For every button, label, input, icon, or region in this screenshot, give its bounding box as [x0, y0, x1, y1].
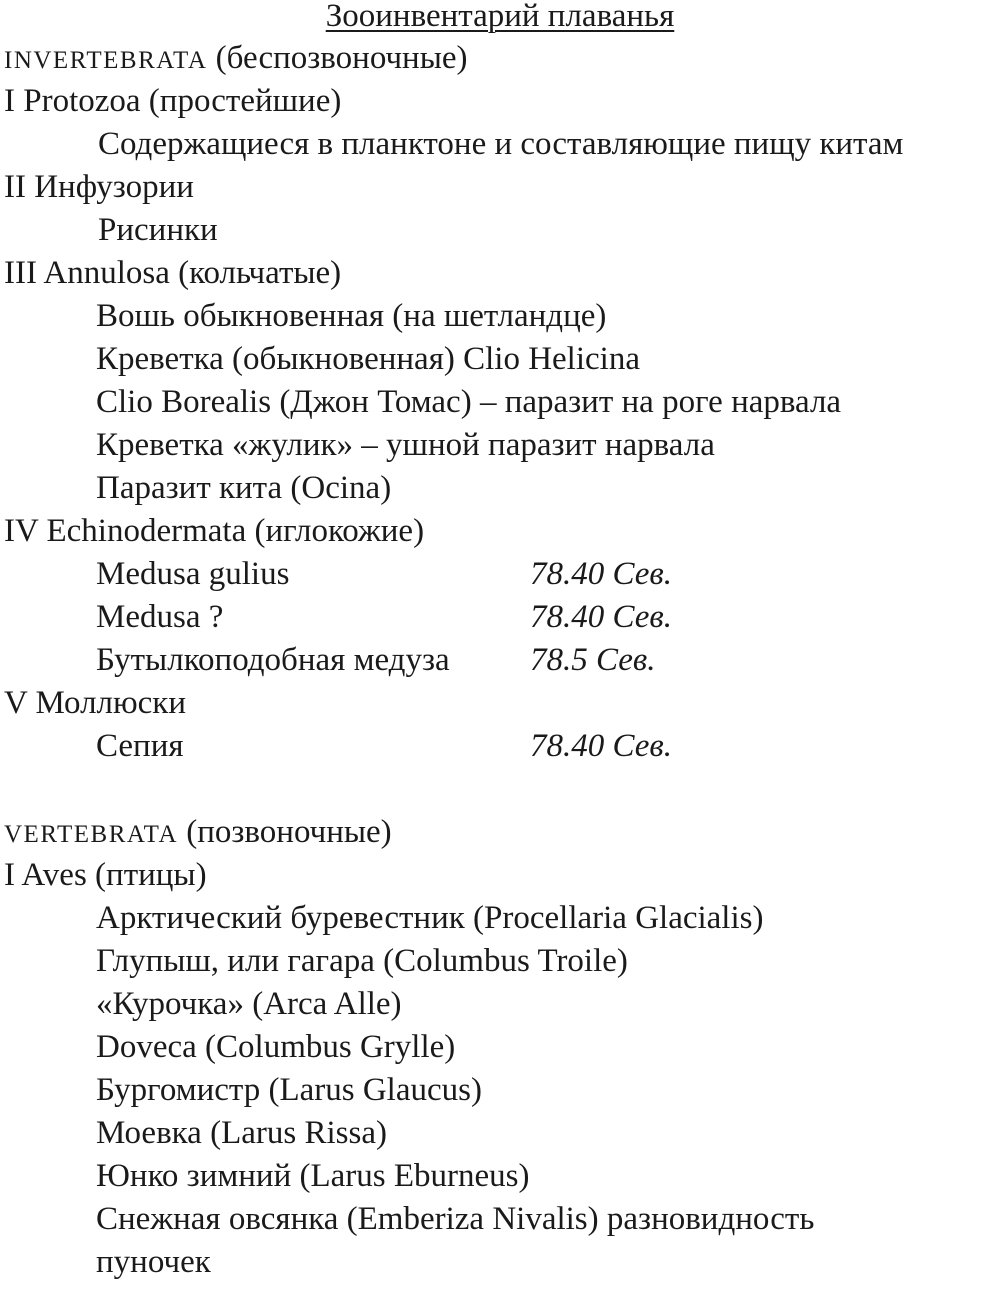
list-item: [96, 554, 672, 594]
list-item: Содержащиеся в планктоне и составляющие пищу китам: [98, 126, 904, 162]
list-item: Креветка «жулик» – ушной паразит нарвала: [96, 427, 715, 463]
latitude: 78.40 Сев.: [530, 728, 672, 764]
list-item: Clio Borealis (Джон Томас) – паразит на роге нарвала: [96, 384, 842, 420]
list-item: Моевка (Larus Rissa): [96, 1115, 387, 1151]
class-heading-infusoria: II Инфузории: [4, 169, 194, 205]
latitude: 78.40 Сев.: [530, 556, 672, 592]
section-heading-latin: VERTEBRATA: [4, 821, 178, 848]
list-item: Рисинки: [98, 212, 218, 248]
list-item: Глупыш, или гагара (Columbus Troile): [96, 943, 628, 979]
class-heading-protozoa: I Protozoa (простейшие): [4, 83, 342, 119]
list-item: [96, 640, 656, 680]
section-heading-russian: (беспозвоночные): [215, 40, 468, 76]
list-item: Паразит кита (Ocina): [96, 470, 392, 506]
class-heading-mollusca: V Моллюски: [4, 685, 186, 721]
class-heading-annulosa: III Annulosa (кольчатые): [4, 255, 342, 291]
section-heading-vertebrata: [4, 812, 392, 852]
list-item: Арктический буревестник (Procellaria Glacialis): [96, 900, 764, 936]
list-item: Снежная овсянка (Emberiza Nivalis) разновидность: [96, 1201, 815, 1237]
species-name: Medusa gulius: [96, 556, 290, 592]
species-name: Medusa ?: [96, 599, 224, 635]
list-item: Бургомистр (Larus Glaucus): [96, 1072, 482, 1108]
list-item: [96, 726, 672, 766]
species-name: Сепия: [96, 728, 184, 764]
list-item: Doveca (Columbus Grylle): [96, 1029, 456, 1065]
class-heading-echinodermata: IV Echinodermata (иглокожие): [4, 513, 425, 549]
list-item: Юнко зимний (Larus Eburneus): [96, 1158, 530, 1194]
list-item: пуночек: [96, 1244, 211, 1280]
latitude: 78.40 Сев.: [530, 599, 672, 635]
list-item: «Курочка» (Arca Alle): [96, 986, 402, 1022]
list-item: Вошь обыкновенная (на шетландце): [96, 298, 607, 334]
section-heading-invertebrata: [4, 38, 468, 78]
class-heading-aves: I Aves (птицы): [4, 857, 207, 893]
species-name: Бутылкоподобная медуза: [96, 642, 450, 678]
section-heading-russian: (позвоночные): [186, 814, 392, 850]
latitude: 78.5 Сев.: [530, 642, 656, 678]
list-item: Креветка (обыкновенная) Clio Helicina: [96, 341, 640, 377]
section-heading-latin: INVERTEBRATA: [4, 47, 208, 74]
list-item: [96, 597, 672, 637]
page-title: Зооинвентарий плаванья: [325, 0, 675, 34]
